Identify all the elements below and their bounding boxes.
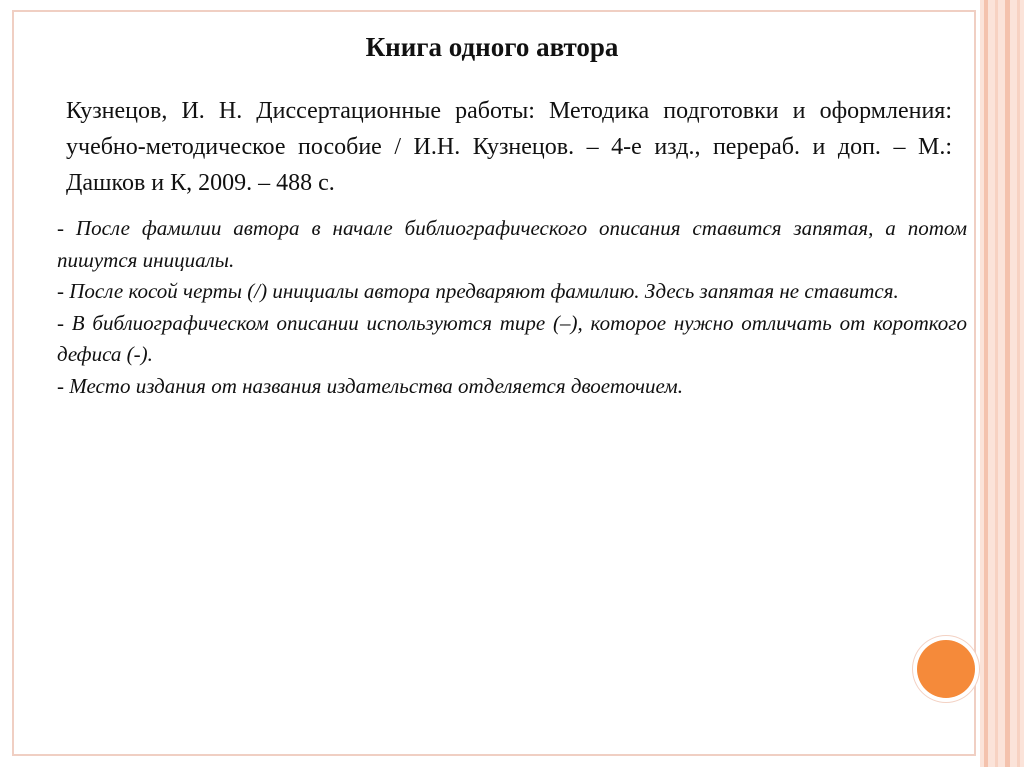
slide-title: Книга одного автора	[365, 32, 619, 62]
decorative-stripe	[1005, 0, 1010, 767]
decorative-stripe	[995, 0, 998, 767]
decorative-stripe	[1017, 0, 1020, 767]
decorative-orange-circle	[917, 640, 975, 698]
note-item: - После фамилии автора в начале библиографического описания ставится запятая, а потом пишутся инициалы.	[57, 216, 967, 272]
notes-list	[57, 213, 967, 402]
note-item: - В библиографическом описании используются тире (–), которое нужно отличать от короткого дефиса (-).	[57, 310, 967, 366]
citation-example: Кузнецов, И. Н. Диссертационные работы: Методика подготовки и оформления: учебно-методическое пособие / И.Н. Кузнецов. – 4-е изд., перераб. и доп. – М.: Дашков и К, 2009. – 488 с.	[66, 98, 952, 196]
note-item: - Место издания от названия издательства отделяется двоеточием.	[57, 373, 683, 398]
note-item: - После косой черты (/) инициалы автора предваряют фамилию. Здесь запятая не ставится.	[57, 279, 899, 303]
decorative-stripe	[984, 0, 988, 767]
